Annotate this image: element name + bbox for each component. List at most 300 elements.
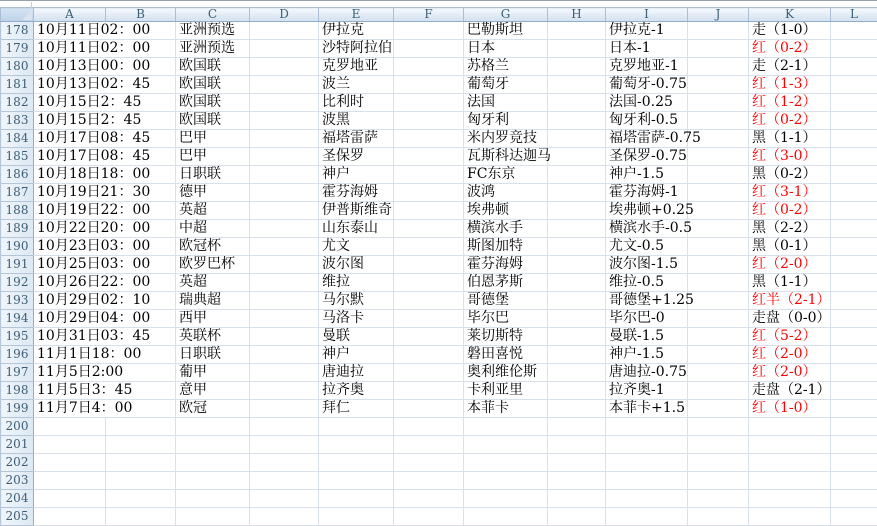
cell-empty[interactable] <box>688 220 749 238</box>
cell-empty[interactable] <box>606 418 688 436</box>
cell-empty[interactable] <box>34 436 106 454</box>
cell-handicap[interactable]: 匈牙利-0.5 <box>606 112 688 130</box>
cell-empty[interactable] <box>394 22 464 40</box>
cell-home-team[interactable]: 神户 <box>319 166 394 184</box>
cell-empty[interactable] <box>548 364 606 382</box>
cell-league[interactable]: 欧冠 <box>176 400 250 418</box>
cell-home-team[interactable]: 沙特阿拉伯 <box>319 40 394 58</box>
cell-handicap[interactable]: 尤文-0.5 <box>606 238 688 256</box>
cell-empty[interactable] <box>749 472 831 490</box>
cell-handicap[interactable]: 神户-1.5 <box>606 166 688 184</box>
cell-empty[interactable] <box>250 400 319 418</box>
cell-date[interactable]: 10月18日18：00 <box>34 166 176 184</box>
cell-empty[interactable] <box>688 292 749 310</box>
cell-empty[interactable] <box>250 112 319 130</box>
cell-empty[interactable] <box>548 220 606 238</box>
cell-home-team[interactable]: 伊普斯维奇 <box>319 202 394 220</box>
cell-empty[interactable] <box>831 418 877 436</box>
cell-result[interactable]: 黑（1-1） <box>749 274 831 292</box>
row-number[interactable]: 202 <box>1 454 34 472</box>
cell-empty[interactable] <box>688 508 749 526</box>
cell-empty[interactable] <box>548 184 606 202</box>
row-number[interactable]: 192 <box>1 274 34 292</box>
cell-empty[interactable] <box>250 454 319 472</box>
cell-away-team[interactable]: 奥利维伦斯 <box>464 364 548 382</box>
cell-result[interactable]: 红（3-0） <box>749 148 831 166</box>
cell-empty[interactable] <box>250 418 319 436</box>
cell-empty[interactable] <box>106 454 176 472</box>
cell-date[interactable]: 11月5日3：45 <box>34 382 176 400</box>
cell-empty[interactable] <box>250 22 319 40</box>
row-number[interactable]: 183 <box>1 112 34 130</box>
cell-empty[interactable] <box>688 94 749 112</box>
cell-empty[interactable] <box>831 292 877 310</box>
cell-empty[interactable] <box>319 472 394 490</box>
cell-result[interactable]: 红（1-3） <box>749 76 831 94</box>
cell-empty[interactable] <box>831 22 877 40</box>
cell-empty[interactable] <box>250 202 319 220</box>
cell-empty[interactable] <box>606 436 688 454</box>
cell-empty[interactable] <box>831 328 877 346</box>
column-header-e[interactable]: E <box>319 8 394 22</box>
cell-empty[interactable] <box>688 454 749 472</box>
cell-league[interactable]: 英超 <box>176 274 250 292</box>
cell-empty[interactable] <box>548 418 606 436</box>
cell-home-team[interactable]: 比利时 <box>319 94 394 112</box>
cell-league[interactable]: 欧国联 <box>176 112 250 130</box>
cell-empty[interactable] <box>688 184 749 202</box>
cell-away-team[interactable]: 磐田喜悦 <box>464 346 548 364</box>
cell-empty[interactable] <box>250 256 319 274</box>
cell-empty[interactable] <box>250 94 319 112</box>
cell-away-team[interactable]: 法国 <box>464 94 548 112</box>
cell-date[interactable]: 11月1日18：00 <box>34 346 176 364</box>
cell-empty[interactable] <box>606 508 688 526</box>
row-number[interactable]: 184 <box>1 130 34 148</box>
cell-empty[interactable] <box>548 202 606 220</box>
cell-empty[interactable] <box>250 346 319 364</box>
cell-empty[interactable] <box>831 202 877 220</box>
cell-home-team[interactable]: 圣保罗 <box>319 148 394 166</box>
row-number[interactable]: 189 <box>1 220 34 238</box>
cell-home-team[interactable]: 霍芬海姆 <box>319 184 394 202</box>
cell-home-team[interactable]: 波尔图 <box>319 256 394 274</box>
cell-result[interactable]: 红（1-0） <box>749 400 831 418</box>
cell-date[interactable]: 10月13日00：00 <box>34 58 176 76</box>
cell-away-team[interactable]: 霍芬海姆 <box>464 256 548 274</box>
cell-empty[interactable] <box>831 58 877 76</box>
cell-empty[interactable] <box>548 58 606 76</box>
cell-empty[interactable] <box>176 454 250 472</box>
cell-empty[interactable] <box>548 166 606 184</box>
cell-date[interactable]: 10月22日20：00 <box>34 220 176 238</box>
cell-empty[interactable] <box>34 472 106 490</box>
cell-empty[interactable] <box>319 418 394 436</box>
cell-handicap[interactable]: 哥德堡+1.25 <box>606 292 688 310</box>
cell-empty[interactable] <box>688 382 749 400</box>
cell-date[interactable]: 10月19日21：30 <box>34 184 176 202</box>
cell-result[interactable]: 红半（2-1） <box>749 292 831 310</box>
cell-empty[interactable] <box>394 436 464 454</box>
cell-result[interactable]: 红（3-1） <box>749 184 831 202</box>
cell-away-team[interactable]: 哥德堡 <box>464 292 548 310</box>
cell-empty[interactable] <box>548 310 606 328</box>
cell-away-team[interactable]: 葡萄牙 <box>464 76 548 94</box>
cell-empty[interactable] <box>250 364 319 382</box>
row-number[interactable]: 195 <box>1 328 34 346</box>
cell-result[interactable]: 红（0-2） <box>749 202 831 220</box>
cell-empty[interactable] <box>394 148 464 166</box>
cell-date[interactable]: 10月17日08：45 <box>34 148 176 166</box>
cell-result[interactable]: 红（2-0） <box>749 364 831 382</box>
cell-away-team[interactable]: 伯恩茅斯 <box>464 274 548 292</box>
cell-handicap[interactable]: 横滨水手-0.5 <box>606 220 688 238</box>
cell-empty[interactable] <box>250 220 319 238</box>
cell-home-team[interactable]: 拜仁 <box>319 400 394 418</box>
cell-empty[interactable] <box>548 94 606 112</box>
cell-league[interactable]: 瑞典超 <box>176 292 250 310</box>
cell-handicap[interactable]: 神户-1.5 <box>606 346 688 364</box>
column-header-b[interactable]: B <box>106 8 176 22</box>
cell-empty[interactable] <box>394 364 464 382</box>
cell-league[interactable]: 英超 <box>176 202 250 220</box>
cell-league[interactable]: 巴甲 <box>176 148 250 166</box>
cell-empty[interactable] <box>250 238 319 256</box>
cell-home-team[interactable]: 尤文 <box>319 238 394 256</box>
cell-empty[interactable] <box>106 508 176 526</box>
cell-empty[interactable] <box>250 130 319 148</box>
cell-empty[interactable] <box>749 436 831 454</box>
cell-empty[interactable] <box>176 418 250 436</box>
cell-league[interactable]: 葡甲 <box>176 364 250 382</box>
cell-away-team[interactable]: 日本 <box>464 40 548 58</box>
cell-empty[interactable] <box>831 148 877 166</box>
cell-empty[interactable] <box>394 76 464 94</box>
row-number[interactable]: 188 <box>1 202 34 220</box>
cell-empty[interactable] <box>394 454 464 472</box>
cell-empty[interactable] <box>394 202 464 220</box>
row-number[interactable]: 179 <box>1 40 34 58</box>
cell-date[interactable]: 10月11日02：00 <box>34 22 176 40</box>
cell-empty[interactable] <box>688 238 749 256</box>
cell-away-team[interactable]: 斯图加特 <box>464 238 548 256</box>
cell-empty[interactable] <box>831 256 877 274</box>
cell-league[interactable]: 德甲 <box>176 184 250 202</box>
cell-handicap[interactable]: 福塔雷萨-0.75 <box>606 130 688 148</box>
cell-league[interactable]: 日职联 <box>176 166 250 184</box>
cell-empty[interactable] <box>250 166 319 184</box>
cell-result[interactable]: 红（2-0） <box>749 346 831 364</box>
cell-away-team[interactable]: 苏格兰 <box>464 58 548 76</box>
row-number[interactable]: 186 <box>1 166 34 184</box>
cell-empty[interactable] <box>548 292 606 310</box>
cell-empty[interactable] <box>831 508 877 526</box>
row-number[interactable]: 181 <box>1 76 34 94</box>
cell-empty[interactable] <box>394 418 464 436</box>
cell-handicap[interactable]: 拉齐奥-1 <box>606 382 688 400</box>
cell-home-team[interactable]: 山东泰山 <box>319 220 394 238</box>
cell-empty[interactable] <box>176 472 250 490</box>
cell-date[interactable]: 11月7日4：00 <box>34 400 176 418</box>
row-number[interactable]: 198 <box>1 382 34 400</box>
cell-empty[interactable] <box>176 436 250 454</box>
cell-empty[interactable] <box>606 454 688 472</box>
cell-empty[interactable] <box>749 508 831 526</box>
cell-empty[interactable] <box>176 490 250 508</box>
cell-empty[interactable] <box>250 148 319 166</box>
cell-empty[interactable] <box>250 490 319 508</box>
row-number[interactable]: 197 <box>1 364 34 382</box>
cell-result[interactable]: 红（2-0） <box>749 256 831 274</box>
cell-empty[interactable] <box>464 490 548 508</box>
cell-empty[interactable] <box>688 346 749 364</box>
cell-date[interactable]: 10月29日02：10 <box>34 292 176 310</box>
cell-empty[interactable] <box>688 310 749 328</box>
cell-empty[interactable] <box>688 40 749 58</box>
cell-away-team[interactable]: 卡利亚里 <box>464 382 548 400</box>
cell-result[interactable]: 黑（0-2） <box>749 166 831 184</box>
cell-empty[interactable] <box>688 418 749 436</box>
row-number[interactable]: 193 <box>1 292 34 310</box>
row-number[interactable]: 178 <box>1 22 34 40</box>
cell-empty[interactable] <box>831 346 877 364</box>
row-number[interactable]: 196 <box>1 346 34 364</box>
cell-empty[interactable] <box>394 112 464 130</box>
cell-date[interactable]: 10月15日2：45 <box>34 94 176 112</box>
cell-empty[interactable] <box>394 508 464 526</box>
cell-empty[interactable] <box>548 274 606 292</box>
cell-empty[interactable] <box>548 40 606 58</box>
cell-empty[interactable] <box>394 346 464 364</box>
cell-empty[interactable] <box>394 400 464 418</box>
cell-home-team[interactable]: 克罗地亚 <box>319 58 394 76</box>
cell-handicap[interactable]: 克罗地亚-1 <box>606 58 688 76</box>
cell-result[interactable]: 走（2-1） <box>749 58 831 76</box>
cell-empty[interactable] <box>688 364 749 382</box>
cell-handicap[interactable]: 毕尔巴-0 <box>606 310 688 328</box>
cell-league[interactable]: 欧冠杯 <box>176 238 250 256</box>
cell-empty[interactable] <box>319 490 394 508</box>
cell-away-team[interactable]: 波鸿 <box>464 184 548 202</box>
cell-empty[interactable] <box>688 472 749 490</box>
cell-empty[interactable] <box>831 274 877 292</box>
cell-handicap[interactable]: 曼联-1.5 <box>606 328 688 346</box>
cell-empty[interactable] <box>831 76 877 94</box>
column-header-l[interactable]: L <box>831 8 877 22</box>
cell-home-team[interactable]: 福塔雷萨 <box>319 130 394 148</box>
cell-empty[interactable] <box>688 202 749 220</box>
cell-empty[interactable] <box>548 256 606 274</box>
cell-empty[interactable] <box>106 472 176 490</box>
cell-away-team[interactable]: 毕尔巴 <box>464 310 548 328</box>
cell-empty[interactable] <box>606 472 688 490</box>
row-number[interactable]: 180 <box>1 58 34 76</box>
cell-empty[interactable] <box>394 382 464 400</box>
row-number[interactable]: 185 <box>1 148 34 166</box>
cell-handicap[interactable]: 法国-0.25 <box>606 94 688 112</box>
cell-away-team[interactable]: 莱切斯特 <box>464 328 548 346</box>
cell-handicap[interactable]: 圣保罗-0.75 <box>606 148 688 166</box>
cell-empty[interactable] <box>688 256 749 274</box>
cell-empty[interactable] <box>831 94 877 112</box>
cell-date[interactable]: 10月17日08：45 <box>34 130 176 148</box>
cell-league[interactable]: 日职联 <box>176 346 250 364</box>
row-number[interactable]: 187 <box>1 184 34 202</box>
cell-empty[interactable] <box>831 220 877 238</box>
cell-date[interactable]: 10月19日22：00 <box>34 202 176 220</box>
cell-result[interactable]: 走盘（0-0） <box>749 310 831 328</box>
cell-empty[interactable] <box>831 436 877 454</box>
cell-empty[interactable] <box>548 130 606 148</box>
cell-date[interactable]: 11月5日2:00 <box>34 364 176 382</box>
cell-empty[interactable] <box>688 328 749 346</box>
cell-empty[interactable] <box>394 94 464 112</box>
cell-empty[interactable] <box>548 346 606 364</box>
cell-empty[interactable] <box>319 454 394 472</box>
column-header-f[interactable]: F <box>394 8 464 22</box>
row-number[interactable]: 200 <box>1 418 34 436</box>
cell-date[interactable]: 10月11日02：00 <box>34 40 176 58</box>
column-header-h[interactable]: H <box>548 8 606 22</box>
cell-date[interactable]: 10月31日03：45 <box>34 328 176 346</box>
cell-empty[interactable] <box>831 310 877 328</box>
cell-empty[interactable] <box>688 490 749 508</box>
cell-empty[interactable] <box>106 490 176 508</box>
cell-empty[interactable] <box>250 382 319 400</box>
cell-empty[interactable] <box>749 418 831 436</box>
cell-away-team[interactable]: FC东京 <box>464 166 548 184</box>
cell-league[interactable]: 欧国联 <box>176 58 250 76</box>
cell-away-team[interactable]: 瓦斯科达迦马 <box>464 148 548 166</box>
cell-empty[interactable] <box>831 490 877 508</box>
cell-away-team[interactable]: 横滨水手 <box>464 220 548 238</box>
cell-empty[interactable] <box>548 454 606 472</box>
select-all-corner[interactable] <box>1 8 34 22</box>
cell-league[interactable]: 意甲 <box>176 382 250 400</box>
cell-empty[interactable] <box>548 508 606 526</box>
cell-empty[interactable] <box>34 418 106 436</box>
cell-empty[interactable] <box>250 310 319 328</box>
cell-empty[interactable] <box>606 490 688 508</box>
cell-home-team[interactable]: 维拉 <box>319 274 394 292</box>
column-header-i[interactable]: I <box>606 8 688 22</box>
cell-empty[interactable] <box>831 166 877 184</box>
cell-empty[interactable] <box>319 436 394 454</box>
cell-handicap[interactable]: 本菲卡+1.5 <box>606 400 688 418</box>
cell-empty[interactable] <box>548 148 606 166</box>
cell-empty[interactable] <box>831 112 877 130</box>
cell-empty[interactable] <box>548 22 606 40</box>
cell-empty[interactable] <box>394 274 464 292</box>
cell-empty[interactable] <box>831 130 877 148</box>
cell-result[interactable]: 红（1-2） <box>749 94 831 112</box>
cell-league[interactable]: 欧国联 <box>176 94 250 112</box>
cell-home-team[interactable]: 马尔默 <box>319 292 394 310</box>
cell-empty[interactable] <box>688 166 749 184</box>
cell-result[interactable]: 黑（1-1） <box>749 130 831 148</box>
cell-league[interactable]: 英联杯 <box>176 328 250 346</box>
cell-handicap[interactable]: 葡萄牙-0.75 <box>606 76 688 94</box>
row-number[interactable]: 190 <box>1 238 34 256</box>
cell-empty[interactable] <box>394 238 464 256</box>
cell-empty[interactable] <box>688 274 749 292</box>
cell-home-team[interactable]: 伊拉克 <box>319 22 394 40</box>
cell-empty[interactable] <box>548 382 606 400</box>
cell-empty[interactable] <box>688 400 749 418</box>
cell-empty[interactable] <box>464 454 548 472</box>
cell-empty[interactable] <box>394 490 464 508</box>
cell-empty[interactable] <box>548 238 606 256</box>
cell-empty[interactable] <box>548 490 606 508</box>
column-header-c[interactable]: C <box>176 8 250 22</box>
cell-empty[interactable] <box>34 454 106 472</box>
column-header-k[interactable]: K <box>749 8 831 22</box>
cell-empty[interactable] <box>688 22 749 40</box>
cell-league[interactable]: 中超 <box>176 220 250 238</box>
cell-league[interactable]: 欧罗巴杯 <box>176 256 250 274</box>
column-header-a[interactable]: A <box>34 8 106 22</box>
cell-empty[interactable] <box>831 472 877 490</box>
cell-empty[interactable] <box>106 436 176 454</box>
cell-empty[interactable] <box>250 328 319 346</box>
column-header-g[interactable]: G <box>464 8 548 22</box>
cell-empty[interactable] <box>749 490 831 508</box>
cell-result[interactable]: 走（1-0） <box>749 22 831 40</box>
cell-empty[interactable] <box>394 130 464 148</box>
cell-league[interactable]: 巴甲 <box>176 130 250 148</box>
cell-empty[interactable] <box>176 508 250 526</box>
cell-date[interactable]: 10月26日22：00 <box>34 274 176 292</box>
cell-handicap[interactable]: 霍芬海姆-1 <box>606 184 688 202</box>
cell-empty[interactable] <box>250 40 319 58</box>
cell-home-team[interactable]: 拉齐奥 <box>319 382 394 400</box>
cell-home-team[interactable]: 波黑 <box>319 112 394 130</box>
cell-empty[interactable] <box>394 166 464 184</box>
cell-date[interactable]: 10月13日02：45 <box>34 76 176 94</box>
cell-empty[interactable] <box>394 310 464 328</box>
cell-empty[interactable] <box>688 148 749 166</box>
cell-date[interactable]: 10月15日2：45 <box>34 112 176 130</box>
cell-empty[interactable] <box>749 454 831 472</box>
row-number[interactable]: 201 <box>1 436 34 454</box>
cell-empty[interactable] <box>464 472 548 490</box>
cell-empty[interactable] <box>464 418 548 436</box>
row-number[interactable]: 203 <box>1 472 34 490</box>
cell-league[interactable]: 亚洲预选 <box>176 22 250 40</box>
cell-handicap[interactable]: 维拉-0.5 <box>606 274 688 292</box>
cell-league[interactable]: 西甲 <box>176 310 250 328</box>
cell-empty[interactable] <box>394 220 464 238</box>
cell-empty[interactable] <box>688 436 749 454</box>
cell-away-team[interactable]: 埃弗顿 <box>464 202 548 220</box>
cell-empty[interactable] <box>548 400 606 418</box>
cell-away-team[interactable]: 米内罗竞技 <box>464 130 548 148</box>
cell-empty[interactable] <box>250 292 319 310</box>
cell-empty[interactable] <box>831 184 877 202</box>
cell-empty[interactable] <box>250 436 319 454</box>
cell-away-team[interactable]: 本菲卡 <box>464 400 548 418</box>
cell-empty[interactable] <box>394 328 464 346</box>
row-number[interactable]: 204 <box>1 490 34 508</box>
cell-empty[interactable] <box>688 112 749 130</box>
column-header-d[interactable]: D <box>250 8 319 22</box>
cell-empty[interactable] <box>250 184 319 202</box>
cell-result[interactable]: 红（5-2） <box>749 328 831 346</box>
cell-empty[interactable] <box>548 436 606 454</box>
row-number[interactable]: 191 <box>1 256 34 274</box>
cell-empty[interactable] <box>464 436 548 454</box>
cell-empty[interactable] <box>831 238 877 256</box>
